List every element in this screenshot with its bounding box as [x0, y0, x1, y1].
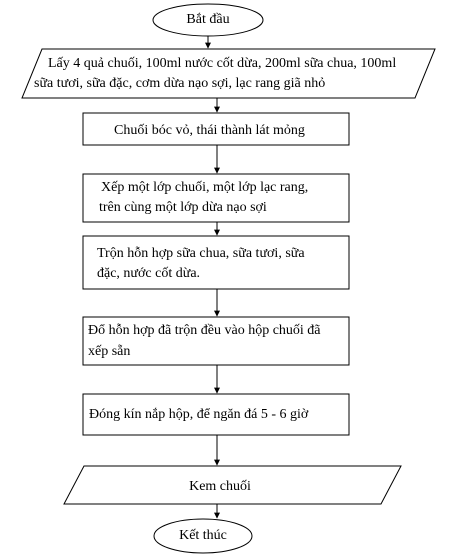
- input-label-line2: sữa tươi, sữa đặc, cơm dừa nạo sợi, lạc rang giã nhỏ: [34, 76, 326, 91]
- step3-label-line1: Trộn hỗn hợp sữa chua, sữa tươi, sữa: [97, 246, 305, 261]
- step2-label-line1: Xếp một lớp chuối, một lớp lạc rang,: [101, 180, 309, 195]
- step5-label: Đóng kín nắp hộp, để ngăn đá 5 - 6 giờ: [89, 407, 309, 422]
- output-label: Kem chuối: [189, 479, 251, 494]
- step4-label-line2: xếp sẵn: [88, 344, 131, 359]
- input-label-line1: Lấy 4 quả chuối, 100ml nước cốt dừa, 200ml sữa chua, 100ml: [48, 56, 397, 71]
- step4-label-line1: Đổ hỗn hợp đã trộn đều vào hộp chuối đã: [88, 323, 321, 338]
- step3-label-line2: đặc, nước cốt dừa.: [97, 266, 201, 281]
- end-label: Kết thúc: [179, 528, 227, 543]
- step2-label-line2: trên cùng một lớp dừa nạo sợi: [99, 200, 267, 215]
- start-label: Bắt đầu: [186, 12, 230, 27]
- step1-label: Chuối bóc vỏ, thái thành lát mỏng: [114, 123, 305, 138]
